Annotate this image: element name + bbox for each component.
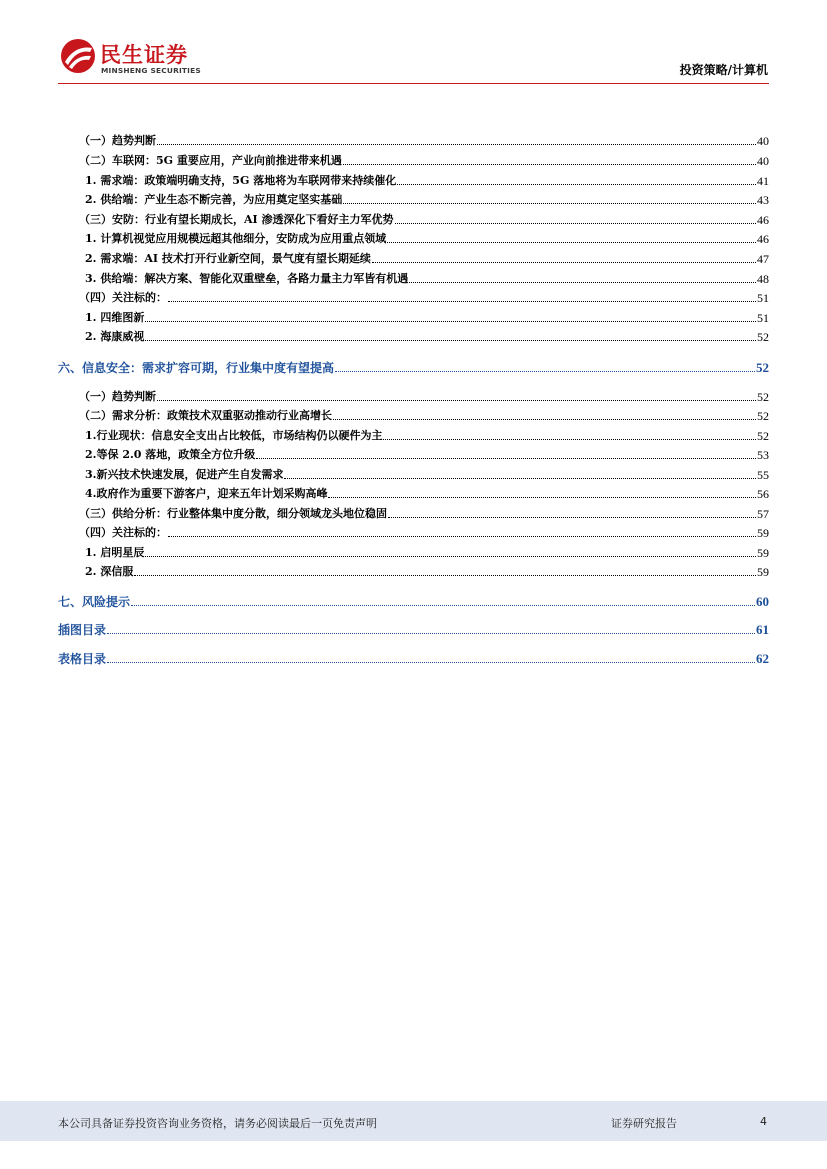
toc-entry-title: 2. 海康威视 bbox=[85, 330, 145, 343]
toc-leader-dots bbox=[145, 340, 756, 341]
toc-entry[interactable] bbox=[58, 207, 769, 227]
toc-entry-page: 57 bbox=[757, 507, 769, 521]
toc-entry-page: 46 bbox=[757, 232, 769, 246]
toc-entry[interactable] bbox=[58, 481, 769, 501]
toc-entry[interactable] bbox=[58, 403, 769, 423]
toc-entry-title: （四）关注标的： bbox=[79, 526, 167, 539]
toc-entry-title: 1.行业现状：信息安全支出占比较低，市场结构仍以硬件为主 bbox=[85, 429, 383, 442]
page-number: 4 bbox=[760, 1115, 767, 1128]
toc-entry[interactable] bbox=[58, 324, 769, 344]
toc-entry-page: 59 bbox=[757, 546, 769, 560]
toc-entry-title: 表格目录 bbox=[58, 652, 107, 666]
toc-entry-page: 59 bbox=[757, 565, 769, 579]
toc-entry[interactable] bbox=[58, 128, 769, 148]
toc-leader-dots bbox=[343, 203, 756, 204]
toc-leader-dots bbox=[284, 478, 756, 479]
toc-entry-title: 1. 计算机视觉应用规模远超其他细分，安防成为应用重点领域 bbox=[85, 232, 387, 245]
toc-entry-title: 六、信息安全：需求扩容可期，行业集中度有望提高 bbox=[58, 361, 335, 375]
toc-leader-dots bbox=[107, 633, 755, 634]
toc-entry-page: 51 bbox=[757, 291, 769, 305]
toc-entry[interactable] bbox=[58, 384, 769, 404]
toc-entry-page: 41 bbox=[757, 174, 769, 188]
footer-disclaimer: 本公司具备证券投资咨询业务资格，请务必阅读最后一页免责声明 bbox=[58, 1117, 377, 1130]
toc-entry-page: 59 bbox=[757, 526, 769, 540]
page-header bbox=[0, 0, 827, 84]
toc-entry-page: 40 bbox=[757, 134, 769, 148]
toc-entry[interactable] bbox=[58, 462, 769, 482]
logo-english-name: MINSHENG SECURITIES bbox=[101, 66, 201, 75]
toc-entry-title: 七、风险提示 bbox=[58, 595, 131, 609]
toc-leader-dots bbox=[131, 605, 755, 606]
toc-entry-page: 61 bbox=[756, 622, 769, 637]
toc-entry-page: 40 bbox=[757, 154, 769, 168]
toc-leader-dots bbox=[372, 262, 756, 263]
logo-chinese-name: 民生证券 bbox=[100, 43, 188, 67]
toc-leader-dots bbox=[157, 144, 756, 145]
toc-leader-dots bbox=[145, 321, 756, 322]
toc-entry-page: 52 bbox=[757, 429, 769, 443]
toc-leader-dots bbox=[333, 419, 756, 420]
toc-entry-page: 52 bbox=[757, 330, 769, 344]
toc-leader-dots bbox=[168, 301, 756, 302]
toc-entry-title: （二）需求分析：政策技术双重驱动推动行业高增长 bbox=[79, 409, 332, 422]
toc-entry[interactable] bbox=[58, 355, 769, 375]
toc-entry-page: 56 bbox=[757, 487, 769, 501]
toc-entry-title: （四）关注标的： bbox=[79, 291, 167, 304]
toc-entry[interactable] bbox=[58, 501, 769, 521]
toc-leader-dots bbox=[145, 556, 756, 557]
toc-entry-page: 52 bbox=[757, 390, 769, 404]
toc-entry-title: 2. 深信服 bbox=[85, 565, 134, 578]
toc-entry-page: 46 bbox=[757, 213, 769, 227]
toc-entry-page: 52 bbox=[756, 360, 769, 375]
toc-entry-title: 2. 需求端：AI 技术打开行业新空间，景气度有望长期延续 bbox=[85, 252, 371, 265]
toc-entry[interactable] bbox=[58, 246, 769, 266]
toc-leader-dots bbox=[168, 536, 756, 537]
toc-entry[interactable] bbox=[58, 442, 769, 462]
toc-leader-dots bbox=[397, 184, 756, 185]
report-type: 证券研究报告 bbox=[611, 1117, 677, 1130]
toc-leader-dots bbox=[343, 164, 756, 165]
minsheng-logo-icon bbox=[60, 38, 96, 74]
toc-leader-dots bbox=[328, 497, 756, 498]
toc-entry[interactable] bbox=[58, 540, 769, 560]
toc-leader-dots bbox=[387, 242, 756, 243]
toc-entry[interactable] bbox=[58, 148, 769, 168]
toc-entry-title: （一）趋势判断 bbox=[79, 134, 156, 147]
toc-leader-dots bbox=[335, 371, 755, 372]
toc-entry-title: 1. 四维图新 bbox=[85, 311, 145, 324]
toc-entry-title: （二）车联网：5G 重要应用，产业向前推进带来机遇 bbox=[79, 154, 342, 167]
toc-entry-page: 48 bbox=[757, 272, 769, 286]
toc-entry-title: 插图目录 bbox=[58, 623, 107, 637]
toc-leader-dots bbox=[409, 282, 756, 283]
toc-leader-dots bbox=[388, 517, 756, 518]
header-divider bbox=[58, 83, 769, 84]
company-logo bbox=[60, 38, 220, 80]
toc-entry[interactable] bbox=[58, 168, 769, 188]
toc-entry-title: 2.等保 2.0 落地，政策全方位升级 bbox=[85, 448, 256, 461]
toc-entry-title: 4.政府作为重要下游客户，迎来五年计划采购高峰 bbox=[85, 487, 328, 500]
toc-entry-page: 62 bbox=[756, 651, 769, 666]
toc-entry-page: 43 bbox=[757, 193, 769, 207]
toc-entry-title: 3. 供给端：解决方案、智能化双重壁垒，各路力量主力军皆有机遇 bbox=[85, 272, 409, 285]
toc-entry[interactable] bbox=[58, 423, 769, 443]
toc-entry[interactable] bbox=[58, 646, 769, 666]
toc-entry[interactable] bbox=[58, 266, 769, 286]
toc-leader-dots bbox=[134, 575, 756, 576]
toc-leader-dots bbox=[157, 400, 756, 401]
toc-entry-page: 60 bbox=[756, 594, 769, 609]
toc-entry-page: 55 bbox=[757, 468, 769, 482]
toc-entry-title: （三）供给分析：行业整体集中度分散，细分领域龙头地位稳固 bbox=[79, 507, 387, 520]
toc-entry[interactable] bbox=[58, 520, 769, 540]
page-footer bbox=[0, 1101, 827, 1141]
toc-entry[interactable] bbox=[58, 589, 769, 609]
toc-entry-page: 47 bbox=[757, 252, 769, 266]
document-category: 投资策略/计算机 bbox=[679, 63, 768, 77]
toc-entry-title: 1. 需求端：政策端明确支持，5G 落地将为车联网带来持续催化 bbox=[85, 174, 397, 187]
toc-leader-dots bbox=[256, 458, 756, 459]
toc-leader-dots bbox=[107, 662, 755, 663]
toc-entry[interactable] bbox=[58, 305, 769, 325]
toc-entry-title: 3.新兴技术快速发展，促进产生自发需求 bbox=[85, 468, 284, 481]
toc-entry-title: （一）趋势判断 bbox=[79, 390, 156, 403]
toc-entry[interactable] bbox=[58, 226, 769, 246]
toc-leader-dots bbox=[395, 223, 756, 224]
toc-entry[interactable] bbox=[58, 187, 769, 207]
toc-entry[interactable] bbox=[58, 559, 769, 579]
toc-entry-page: 53 bbox=[757, 448, 769, 462]
toc-entry[interactable] bbox=[58, 617, 769, 637]
toc-entry-title: 2. 供给端：产业生态不断完善，为应用奠定坚实基础 bbox=[85, 193, 343, 206]
toc-entry[interactable] bbox=[58, 285, 769, 305]
toc-entry-title: 1. 启明星辰 bbox=[85, 546, 145, 559]
toc-entry-title: （三）安防：行业有望长期成长，AI 渗透深化下看好主力军优势 bbox=[79, 213, 394, 226]
toc-entry-page: 51 bbox=[757, 311, 769, 325]
toc-leader-dots bbox=[383, 439, 756, 440]
toc-entry-page: 52 bbox=[757, 409, 769, 423]
